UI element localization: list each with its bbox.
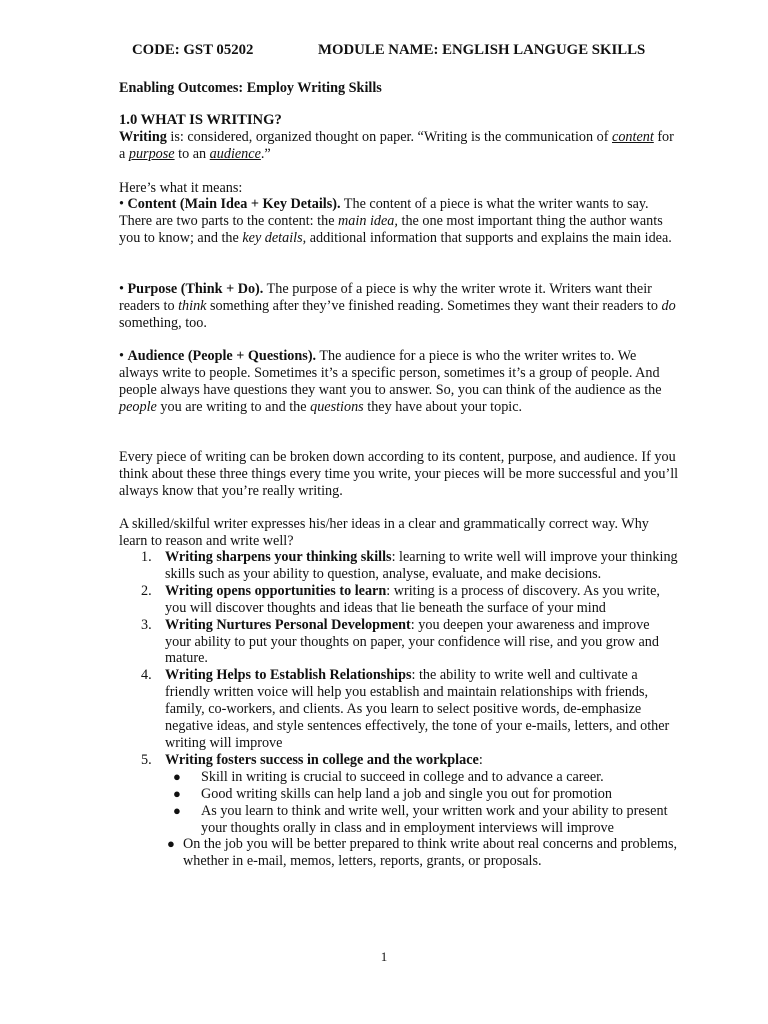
bullet-item: ● As you learn to think and write well, your written work and your ability to present your thoughts orally in class and in employment interviews will improve: [173, 802, 668, 836]
reason-title: Writing sharpens your thinking skills: [165, 549, 392, 565]
bullet-dot-icon: ●: [173, 768, 181, 784]
reason-item: 4. Writing Helps to Establish Relationships: the ability to write well and cultivate a friendly written voice will help you establish and maintain relationships with friends, family, co-workers, and clients. As you learn to select positive words, de-emphasize negative ideas, and style sentences effectively, the tone of your e-mails, letters, and other writing will improve: [141, 667, 670, 751]
reasons-list: [119, 549, 679, 870]
content-paragraph: • Content (Main Idea + Key Details). The content of a piece is what the writer wants to say. There are two parts to the content: the main idea, the one most important thing the author wants you to know; and the key details, additional information that supports and explains the main idea.: [119, 196, 672, 246]
definition-audience: audience: [209, 145, 261, 162]
audience-heading: Audience (People + Questions).: [127, 348, 317, 364]
content-heading: Content (Main Idea + Key Details).: [127, 196, 341, 212]
module-name: MODULE NAME: ENGLISH LANGUGE SKILLS: [318, 42, 646, 58]
skilled-writer-paragraph: A skilled/skilful writer expresses his/her ideas in a clear and grammatically correct way. Why learn to reason and write well?: [119, 516, 649, 549]
definition-content: content: [612, 129, 654, 145]
success-bullets: [165, 769, 679, 870]
means-intro: Here’s what it means:: [119, 180, 243, 196]
bullet-dot-icon: ●: [173, 802, 181, 818]
definition-purpose: purpose: [128, 145, 175, 162]
purpose-paragraph: • Purpose (Think + Do). The purpose of a piece is why the writer wrote it. Writers want their readers to think something after they’ve finished reading. Sometimes they want their readers to do something, too.: [119, 281, 676, 331]
every-piece-paragraph: Every piece of writing can be broken down according to its content, purpose, and audience. If you think about these three things every time you write, your pieces will be more successful and you’ll always know that you’re really writing.: [119, 449, 679, 499]
page-header: [132, 42, 692, 59]
bullet-item: ● On the job you will be better prepared to think write about real concerns and problems, whether in e-mail, memos, letters, reports, grants, or proposals.: [167, 836, 678, 870]
page-number: 1: [380, 949, 388, 964]
reason-title: Writing Helps to Establish Relationships: [165, 667, 412, 684]
purpose-heading: Purpose (Think + Do).: [127, 281, 264, 297]
reason-item: 2. Writing opens opportunities to learn: writing is a process of discovery. As you write, you will discover thoughts and ideas that lie beneath the surface of your mind: [141, 582, 660, 616]
reason-item: 5. Writing fosters success in college and the workplace: ● Skill in writing is crucial to succeed in college and to advance a career. ● Good writing skills can help land a job and single you out for promotion ● As you learn to think and write well, your written work and your ability to present your thoughts orally in class and in employment interviews will improve ● On the job you will be better prepared to think write about real concerns and problems, whether in e-mail, memos, letters, reports, grants, or proposals.: [141, 751, 678, 870]
bullet-item: ● Skill in writing is crucial to succeed in college and to advance a career.: [173, 768, 604, 785]
bullet-item: ● Good writing skills can help land a job and single you out for promotion: [173, 785, 612, 802]
writing-definition: Writing is: considered, organized thought on paper. “Writing is the communication of content for a purpose to an audience.”: [119, 129, 674, 162]
bullet-dot-icon: ●: [173, 785, 181, 801]
course-code: CODE: GST 05202: [132, 42, 254, 58]
bullet-dot-icon: ●: [167, 836, 175, 852]
reason-title: Writing fosters success in college and the workplace: [165, 751, 479, 768]
definition-term: Writing: [119, 129, 167, 145]
reason-item: 1. Writing sharpens your thinking skills: learning to write well will improve your thinking skills such as your ability to question, analyse, evaluate, and make decisions.: [141, 549, 678, 582]
section-title: 1.0 WHAT IS WRITING?: [119, 112, 282, 128]
reason-item: 3. Writing Nurtures Personal Development: you deepen your awareness and improve your ability to put your thoughts on paper, your confidence will rise, and you grow and mature.: [141, 616, 659, 667]
audience-paragraph: • Audience (People + Questions). The audience for a piece is who the writer writes to. We always write to people. Sometimes it’s a specific person, sometimes it’s a group of people. And people always have questions they want you to answer. So, you can think of the audience as the people you are writing to and the questions they have about your topic.: [119, 348, 662, 415]
enabling-outcomes: Enabling Outcomes: Employ Writing Skills: [119, 80, 382, 96]
reason-title: Writing opens opportunities to learn: [165, 582, 387, 599]
reason-title: Writing Nurtures Personal Development: [165, 616, 411, 633]
